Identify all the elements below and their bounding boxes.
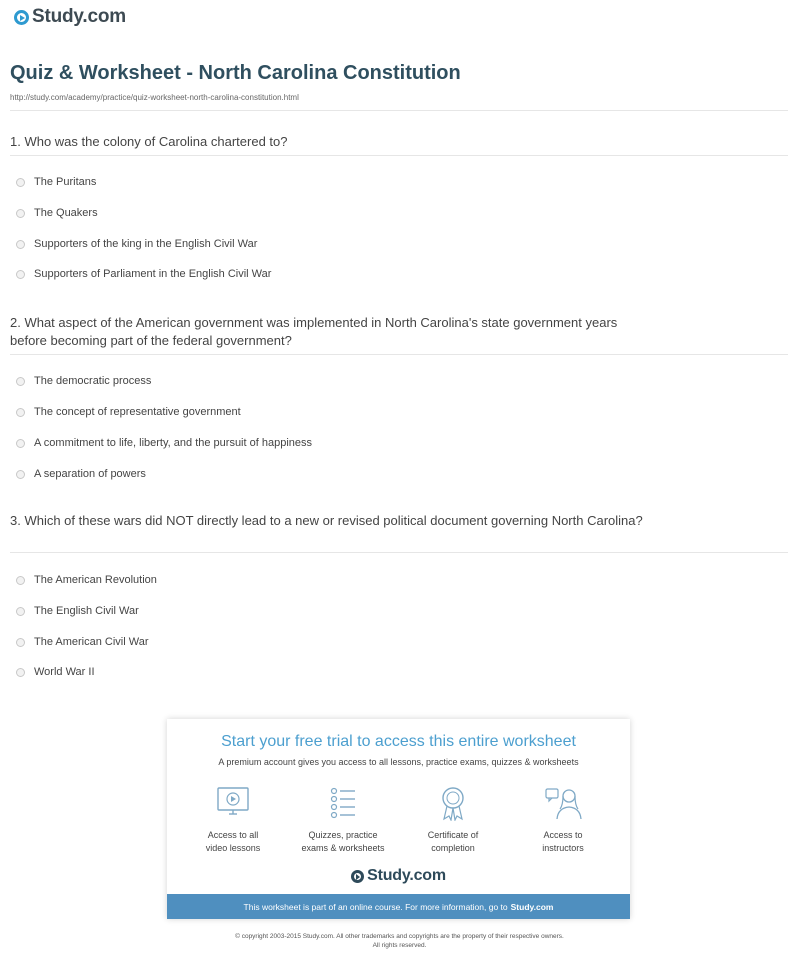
divider bbox=[10, 354, 788, 355]
answer-option[interactable] bbox=[16, 636, 149, 648]
answer-option[interactable] bbox=[16, 238, 257, 250]
radio-button[interactable] bbox=[16, 270, 25, 279]
site-logo[interactable] bbox=[14, 6, 126, 28]
option-label: The American Civil War bbox=[34, 636, 149, 648]
radio-button[interactable] bbox=[16, 408, 25, 417]
video-lesson-icon bbox=[213, 785, 253, 821]
question-3: 3. Which of these wars did NOT directly lead to a new or revised political document governing North Carolina? bbox=[10, 513, 643, 528]
feature-label: instructors bbox=[542, 843, 584, 853]
feature-label: Quizzes, practice bbox=[308, 830, 378, 840]
feature-label: Access to all bbox=[207, 830, 259, 840]
option-label: The Puritans bbox=[34, 176, 97, 188]
feature-label: exams & worksheets bbox=[301, 843, 385, 853]
radio-button[interactable] bbox=[16, 209, 25, 218]
course-info-text: This worksheet is part of an online course. For more information, go to bbox=[243, 901, 508, 912]
copyright-footer bbox=[0, 932, 799, 950]
free-trial-promo bbox=[167, 719, 630, 919]
promo-subtitle: A premium account gives you access to all lessons, practice exams, quizzes & worksheets bbox=[218, 757, 579, 767]
feature-certificate bbox=[398, 785, 508, 855]
radio-button[interactable] bbox=[16, 668, 25, 677]
answer-option[interactable] bbox=[16, 437, 312, 449]
feature-label: completion bbox=[431, 843, 475, 853]
radio-button[interactable] bbox=[16, 607, 25, 616]
option-label: The concept of representative government bbox=[34, 406, 241, 418]
promo-logo[interactable] bbox=[167, 867, 630, 885]
option-label: The Quakers bbox=[34, 207, 98, 219]
page-url: http://study.com/academy/practice/quiz-worksheet-north-carolina-constitution.html bbox=[10, 93, 299, 102]
divider bbox=[10, 155, 788, 156]
feature-label: Access to bbox=[543, 830, 583, 840]
feature-label: video lessons bbox=[205, 843, 261, 853]
answer-option[interactable] bbox=[16, 666, 95, 678]
option-label: The democratic process bbox=[34, 375, 152, 387]
radio-button[interactable] bbox=[16, 439, 25, 448]
option-label: The American Revolution bbox=[34, 574, 157, 586]
answer-option[interactable] bbox=[16, 406, 241, 418]
answer-option[interactable] bbox=[16, 605, 139, 617]
certificate-icon bbox=[433, 785, 473, 821]
answer-option[interactable] bbox=[16, 574, 157, 586]
option-label: Supporters of Parliament in the English Civil War bbox=[34, 268, 272, 280]
divider bbox=[10, 110, 788, 111]
question-2: 2. What aspect of the American government was implemented in North Carolina's state government years before becoming part of the federal government? bbox=[10, 315, 618, 348]
radio-button[interactable] bbox=[16, 178, 25, 187]
radio-button[interactable] bbox=[16, 470, 25, 479]
play-circle-icon bbox=[14, 10, 29, 25]
logo-text: Study.com bbox=[32, 6, 126, 27]
promo-title[interactable]: Start your free trial to access this entire worksheet bbox=[221, 733, 576, 750]
option-label: Supporters of the king in the English Civil War bbox=[34, 238, 258, 250]
option-label: The English Civil War bbox=[34, 605, 139, 617]
play-circle-icon bbox=[351, 870, 364, 883]
option-label: World War II bbox=[34, 666, 95, 678]
option-label: A commitment to life, liberty, and the pursuit of happiness bbox=[34, 437, 312, 449]
radio-button[interactable] bbox=[16, 377, 25, 386]
feature-video-lessons bbox=[178, 785, 288, 855]
radio-button[interactable] bbox=[16, 576, 25, 585]
answer-option[interactable] bbox=[16, 207, 98, 219]
promo-logo-text: Study.com bbox=[367, 867, 446, 884]
answer-option[interactable] bbox=[16, 268, 271, 280]
rights-line: All rights reserved. bbox=[372, 942, 427, 949]
instructor-icon bbox=[543, 785, 583, 821]
answer-option[interactable] bbox=[16, 375, 151, 387]
radio-button[interactable] bbox=[16, 638, 25, 647]
option-label: A separation of powers bbox=[34, 468, 146, 480]
feature-quizzes bbox=[288, 785, 398, 855]
divider bbox=[10, 552, 788, 553]
answer-option[interactable] bbox=[16, 176, 96, 188]
radio-button[interactable] bbox=[16, 240, 25, 249]
page-title: Quiz & Worksheet - North Carolina Constitution bbox=[10, 62, 461, 84]
answer-option[interactable] bbox=[16, 468, 146, 480]
quiz-list-icon bbox=[323, 785, 363, 821]
course-info-bar bbox=[167, 894, 630, 919]
question-1: 1. Who was the colony of Carolina chartered to? bbox=[10, 134, 288, 149]
copyright-line: © copyright 2003-2015 Study.com. All other trademarks and copyrights are the property of their respective owners. bbox=[235, 933, 564, 940]
study-link[interactable]: Study.com bbox=[510, 901, 554, 912]
feature-instructors bbox=[508, 785, 618, 855]
feature-label: Certificate of bbox=[427, 830, 479, 840]
